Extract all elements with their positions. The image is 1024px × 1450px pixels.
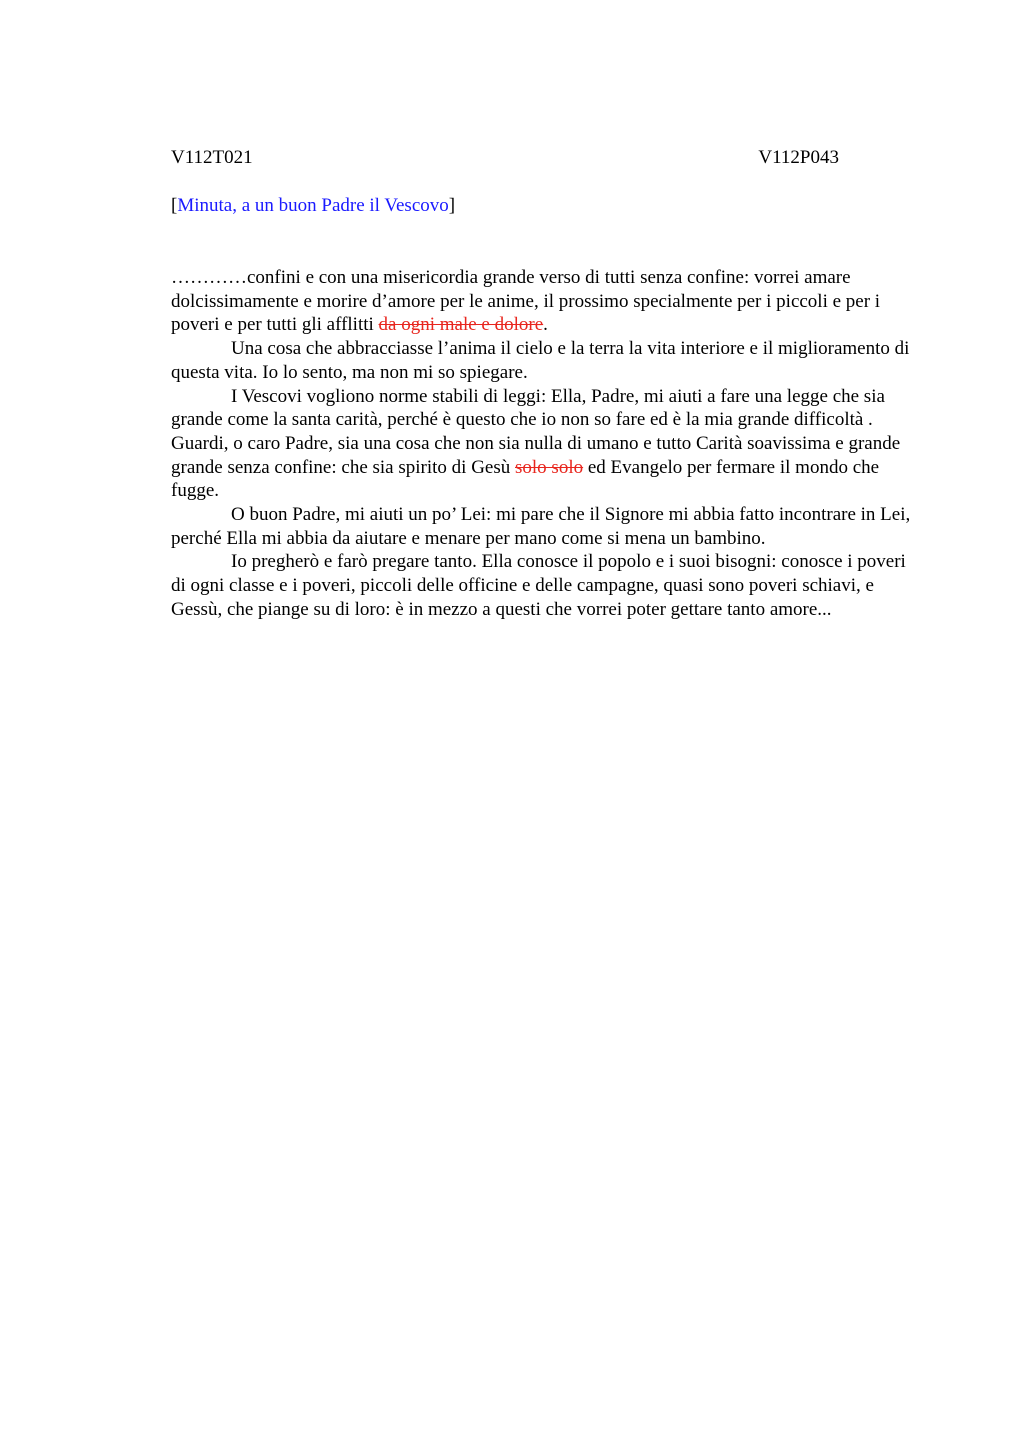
paragraph-3-text-before: I Vescovi vogliono norme stabili di leggi: Ella, Padre, mi aiuti a fare una legge che sia grande come la santa carità, perché è questo che io non so fare ed è la mia grande difficoltà . Guardi, o caro Padre, sia una cosa che non sia nulla di umano e tutto Carità soavissima e grande grande senza confine: che sia spirito di Gesù	[171, 385, 901, 478]
document-code-right: V112P043	[758, 147, 839, 168]
document-code-left: V112T021	[171, 147, 253, 168]
paragraph-3	[171, 385, 921, 504]
paragraph-1-text-before: …………confini e con una misericordia grande verso di tutti senza confine: vorrei amare dolcissimamente e morire d’amore per le anime, il prossimo specialmente per i piccoli e per i poveri e per tutti gli afflitti	[171, 267, 881, 336]
paragraph-3-deleted-text: solo solo	[515, 456, 584, 478]
paragraph-3-text-after: ed Evangelo per fermare il mondo che fugge.	[171, 456, 880, 502]
paragraph-1	[171, 266, 921, 337]
paragraph-2: Una cosa che abbracciasse l’anima il cielo e la terra la vita interiore e il miglioramento di questa vita. Io lo sento, ma non mi so spiegare.	[171, 338, 910, 383]
document-title	[171, 194, 455, 218]
paragraph-5: Io pregherò e farò pregare tanto. Ella conosce il popolo e i suoi bisogni: conosce i poveri di ogni classe e i poveri, piccoli delle officine e delle campagne, quasi sono poveri schiavi, e Gessù, che piange su di loro: è in mezzo a questi che vorrei poter gettare tanto amore...	[171, 551, 906, 620]
letter-body	[171, 266, 921, 622]
paragraph-1-text-after: .	[543, 314, 548, 336]
title-close-bracket: ]	[448, 195, 456, 216]
title-text: Minuta, a un buon Padre il Vescovo	[177, 195, 449, 216]
title-open-bracket: [	[171, 195, 178, 216]
paragraph-1-deleted-text: da ogni male e dolore	[378, 314, 544, 336]
paragraph-4: O buon Padre, mi aiuti un po’ Lei: mi pare che il Signore mi abbia fatto incontrare in Lei, perché Ella mi abbia da aiutare e menare per mano come si mena un bambino.	[171, 504, 911, 549]
